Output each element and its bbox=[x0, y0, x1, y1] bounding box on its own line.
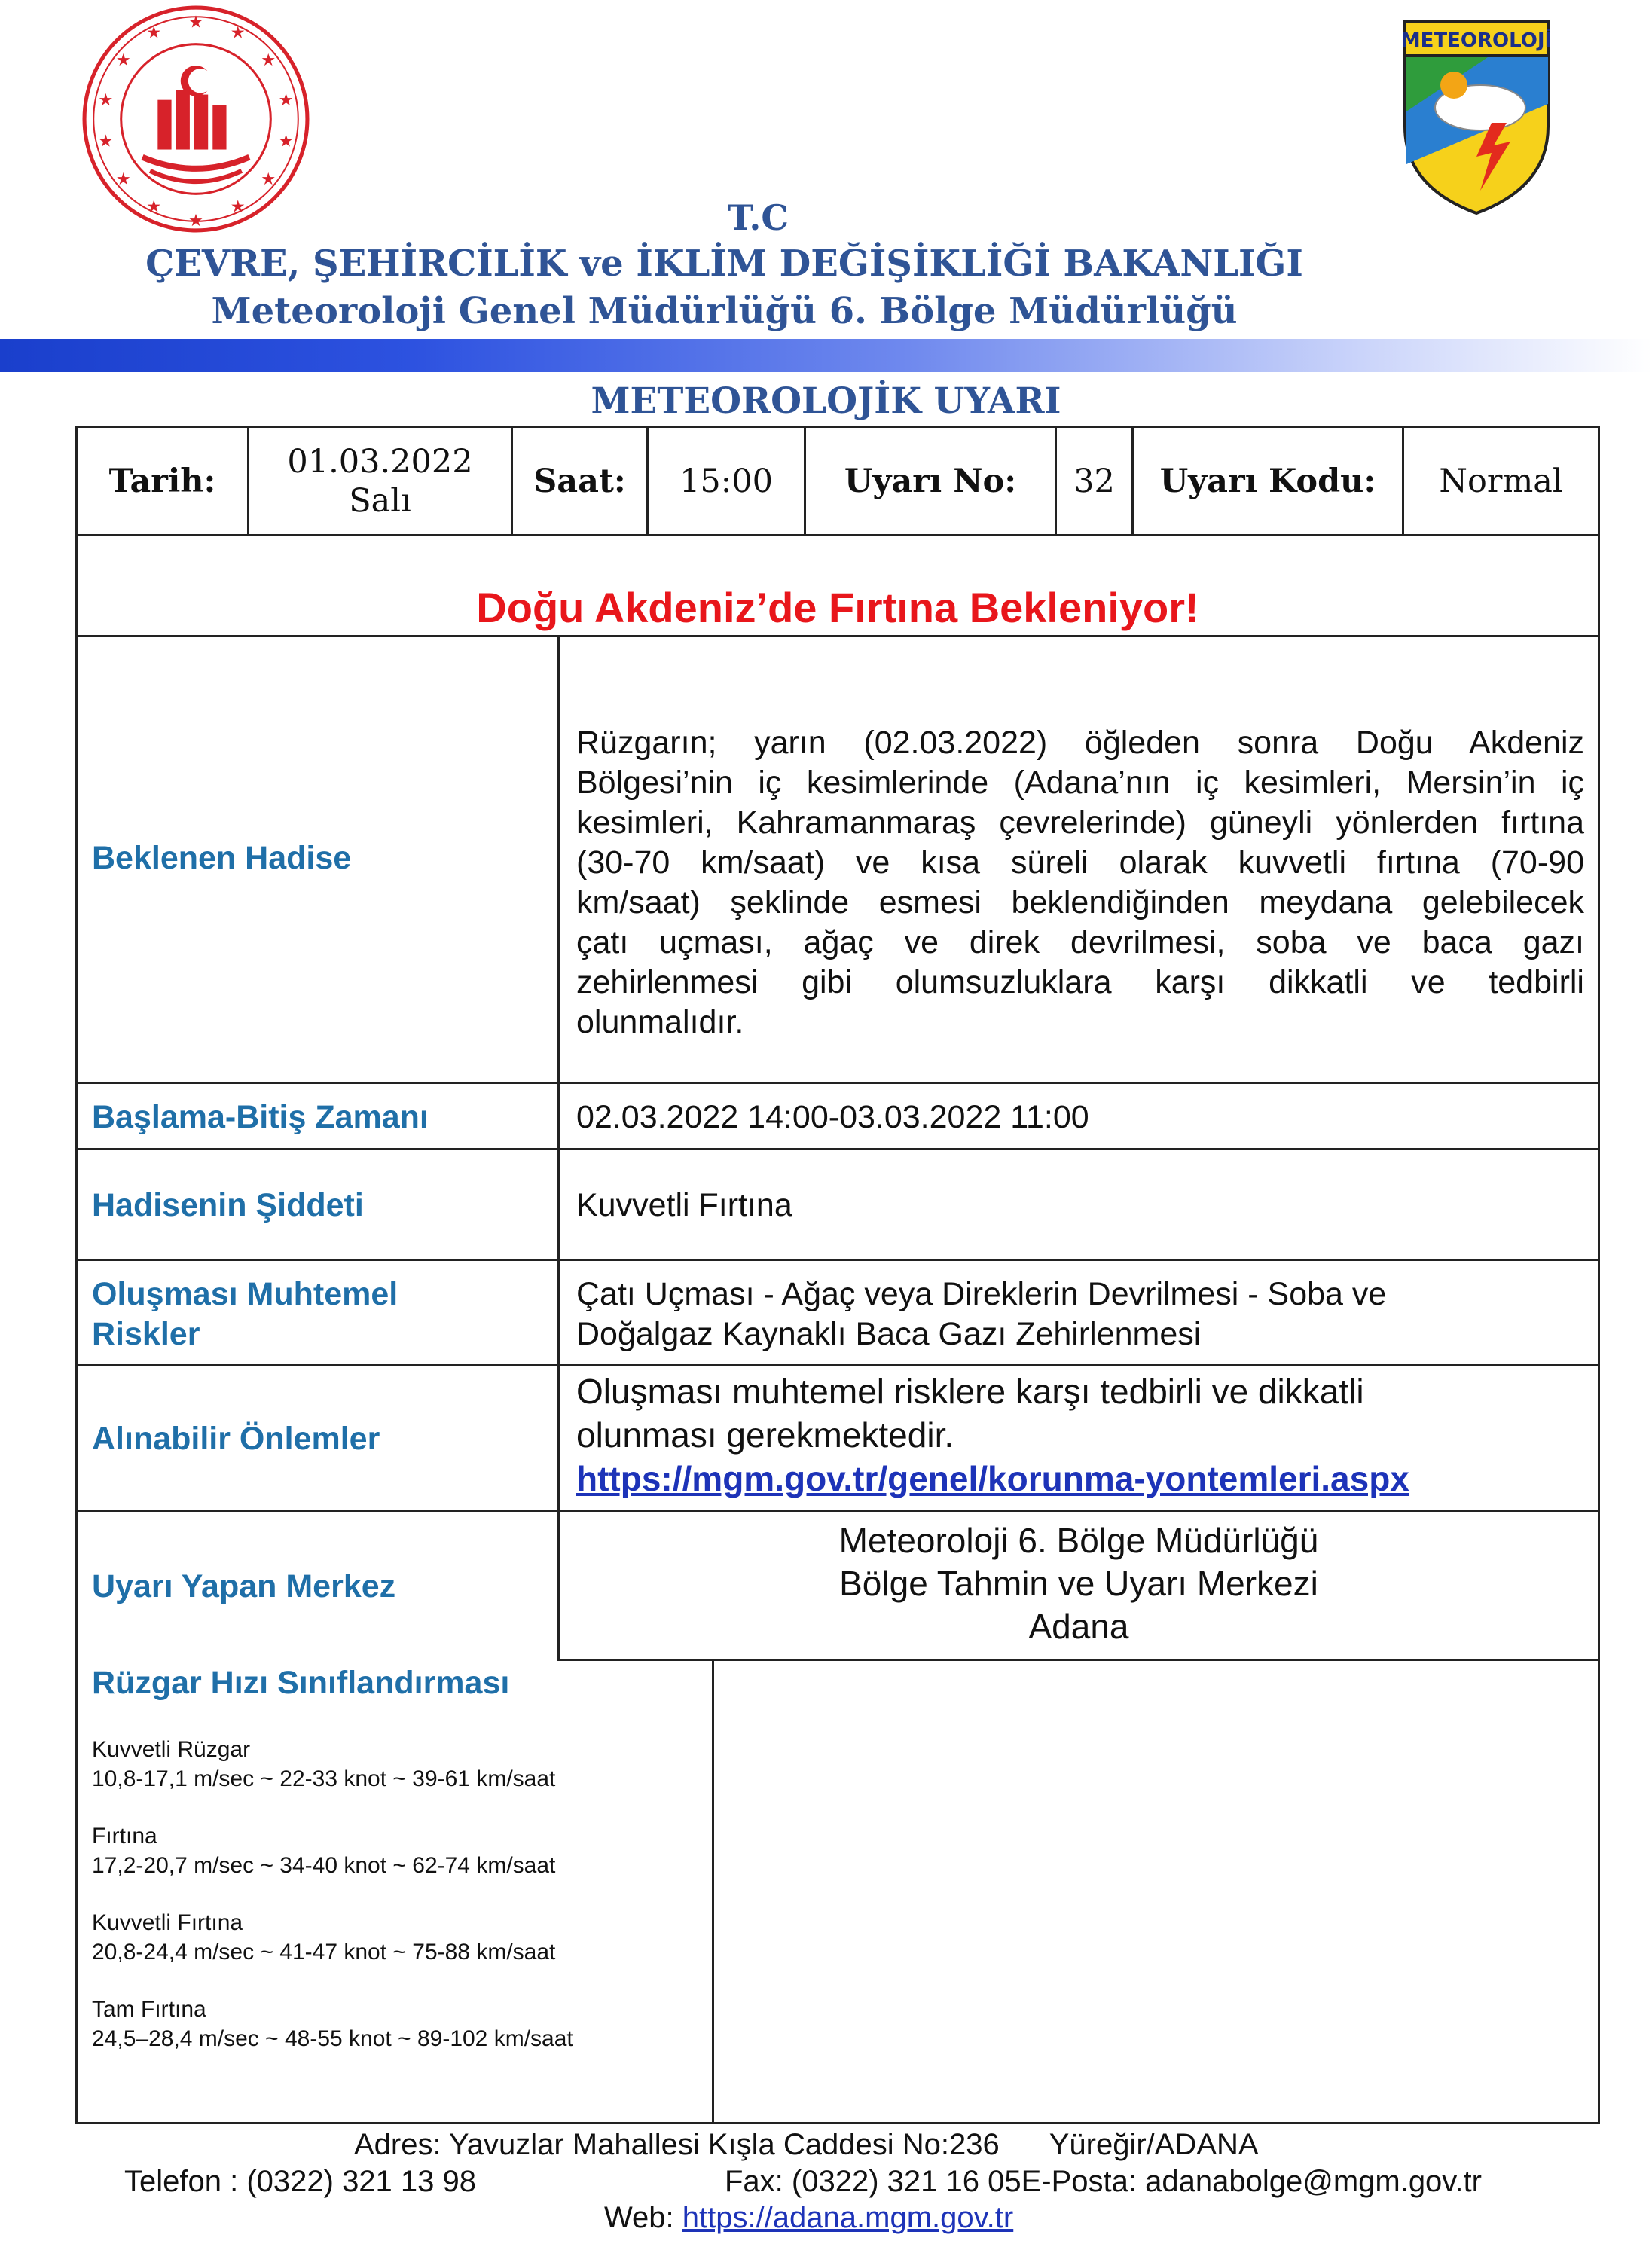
wind-scale-name: Fırtına bbox=[92, 1824, 157, 1849]
time-value: 15:00 bbox=[679, 462, 773, 500]
event-line: Bölgesi’nin iç kesimlerinde (Adana’nın iç kesimleri, Mersin’in iç bbox=[576, 765, 1584, 801]
event-label: Beklenen Hadise bbox=[92, 840, 352, 876]
warning-code-label: Uyarı Kodu: bbox=[1159, 462, 1376, 500]
event-line: (30-70 km/saat) ve kısa süreli olarak kuvvetli fırtına (70-90 bbox=[576, 844, 1584, 881]
header-directorate: Meteoroloji Genel Müdürlüğü 6. Bölge Müdürlüğü bbox=[211, 290, 1238, 332]
severity-label: Hadisenin Şiddeti bbox=[92, 1187, 364, 1223]
wind-scale-item bbox=[92, 1821, 555, 1880]
risks-label bbox=[92, 1275, 398, 1354]
svg-text:★: ★ bbox=[98, 131, 114, 151]
center-label: Uyarı Yapan Merkez bbox=[92, 1568, 396, 1604]
date-cell bbox=[249, 428, 511, 534]
date-value: 01.03.2022 bbox=[287, 442, 473, 481]
document-title: METEOROLOJİK UYARI bbox=[591, 380, 1061, 422]
center-line: Bölge Tahmin ve Uyarı Merkezi bbox=[839, 1564, 1318, 1603]
svg-text:★: ★ bbox=[98, 90, 114, 110]
center-line: Adana bbox=[1028, 1607, 1129, 1646]
warning-headline: Doğu Akdeniz’de Fırtına Bekleniyor! bbox=[476, 584, 1199, 631]
warning-code-value: Normal bbox=[1439, 462, 1563, 500]
measures-line: olunması gerekmektedir. bbox=[576, 1415, 954, 1455]
center-value bbox=[560, 1519, 1598, 1648]
svg-text:★: ★ bbox=[278, 90, 294, 110]
measures-line: Oluşması muhtemel risklere karşı tedbirli ve dikkatli bbox=[576, 1372, 1364, 1411]
logo-text: METEOROLOJİ bbox=[1400, 29, 1553, 52]
wind-scale-item bbox=[92, 1735, 555, 1794]
measures-label: Alınabilir Önlemler bbox=[92, 1421, 380, 1457]
risks-value bbox=[576, 1275, 1386, 1354]
wind-scale-name: Kuvvetli Rüzgar bbox=[92, 1737, 251, 1762]
svg-text:★: ★ bbox=[230, 23, 246, 43]
risks-line: Doğalgaz Kaynaklı Baca Gazı Zehirlenmesi bbox=[576, 1316, 1202, 1352]
wind-scale-range: 20,8-24,4 m/sec ~ 41-47 knot ~ 75-88 km/saat bbox=[92, 1940, 556, 1965]
wind-scale-item bbox=[92, 1908, 555, 1967]
date-label: Tarih: bbox=[108, 462, 216, 500]
footer-web-link[interactable]: https://adana.mgm.gov.tr bbox=[682, 2201, 1014, 2234]
header-band bbox=[0, 339, 1652, 372]
svg-text:★: ★ bbox=[261, 50, 276, 71]
svg-text:★: ★ bbox=[278, 131, 294, 151]
svg-text:★: ★ bbox=[146, 23, 162, 43]
risks-label-line: Oluşması Muhtemel bbox=[92, 1276, 398, 1312]
meteoroloji-logo bbox=[1397, 14, 1556, 217]
svg-text:★: ★ bbox=[230, 197, 246, 217]
time-label: Saat: bbox=[533, 462, 626, 500]
svg-text:★: ★ bbox=[115, 169, 131, 190]
footer-phone: Telefon : (0322) 321 13 98 bbox=[124, 2165, 477, 2198]
wind-scale-name: Kuvvetli Fırtına bbox=[92, 1910, 243, 1935]
severity-value: Kuvvetli Fırtına bbox=[576, 1187, 792, 1223]
svg-text:★: ★ bbox=[146, 197, 162, 217]
header-ministry: ÇEVRE, ŞEHİRCİLİK ve İKLİM DEĞİŞİKLİĞİ BAKANLIĞI bbox=[145, 243, 1303, 285]
center-line: Meteoroloji 6. Bölge Müdürlüğü bbox=[838, 1521, 1319, 1560]
event-line: çatı uçması, ağaç ve direk devrilmesi, soba ve baca gazı bbox=[576, 924, 1584, 960]
event-line: Rüzgarın; yarın (02.03.2022) öğleden sonra Doğu Akdeniz bbox=[576, 725, 1584, 761]
footer-address: Adres: Yavuzlar Mahallesi Kışla Caddesi No:236 Yüreğir/ADANA bbox=[354, 2128, 1259, 2161]
wind-scale-range: 10,8-17,1 m/sec ~ 22-33 knot ~ 39-61 km/saat bbox=[92, 1766, 556, 1791]
header-tc: T.C bbox=[728, 197, 789, 238]
risks-label-line: Riskler bbox=[92, 1316, 200, 1352]
svg-text:★: ★ bbox=[261, 169, 276, 190]
wind-scale-range: 17,2-20,7 m/sec ~ 34-40 knot ~ 62-74 km/saat bbox=[92, 1853, 556, 1878]
footer-fax-email: Fax: (0322) 321 16 05E-Posta: adanabolge@mgm.gov.tr bbox=[725, 2165, 1482, 2198]
period-value: 02.03.2022 14:00-03.03.2022 11:00 bbox=[576, 1099, 1089, 1135]
event-line: km/saat) şeklinde esmesi beklendiğinden meydana gelebilecek bbox=[576, 884, 1584, 920]
footer-web bbox=[604, 2201, 1013, 2235]
svg-text:★: ★ bbox=[115, 50, 131, 71]
warning-no-value: 32 bbox=[1073, 462, 1115, 500]
event-line: olunmalıdır. bbox=[576, 1004, 744, 1040]
wind-scale-name: Tam Fırtına bbox=[92, 1997, 206, 2022]
period-label: Başlama-Bitiş Zamanı bbox=[92, 1099, 429, 1135]
risks-line: Çatı Uçması - Ağaç veya Direklerin Devrilmesi - Soba ve bbox=[576, 1276, 1387, 1312]
measures-link[interactable]: https://mgm.gov.tr/genel/korunma-yontemleri.aspx bbox=[576, 1459, 1409, 1498]
svg-text:★: ★ bbox=[188, 210, 203, 231]
event-line: zehirlenmesi gibi olumsuzluklara karşı dikkatli ve tedbirli bbox=[576, 964, 1584, 1000]
measures-value bbox=[576, 1369, 1409, 1501]
wind-scale-range: 24,5–28,4 m/sec ~ 48-55 knot ~ 89-102 km/saat bbox=[92, 2026, 573, 2051]
day-value: Salı bbox=[349, 481, 411, 520]
svg-text:★: ★ bbox=[188, 12, 203, 32]
footer-web-label: Web: bbox=[604, 2201, 682, 2234]
event-line: kesimleri, Kahramanmaraş çevrelerinde) güneyli yönlerden fırtına bbox=[576, 804, 1584, 841]
event-text bbox=[576, 723, 1584, 1043]
warning-no-label: Uyarı No: bbox=[844, 462, 1017, 500]
wind-scale-title: Rüzgar Hızı Sınıflandırması bbox=[92, 1665, 510, 1701]
wind-scale-item bbox=[92, 1995, 573, 2053]
